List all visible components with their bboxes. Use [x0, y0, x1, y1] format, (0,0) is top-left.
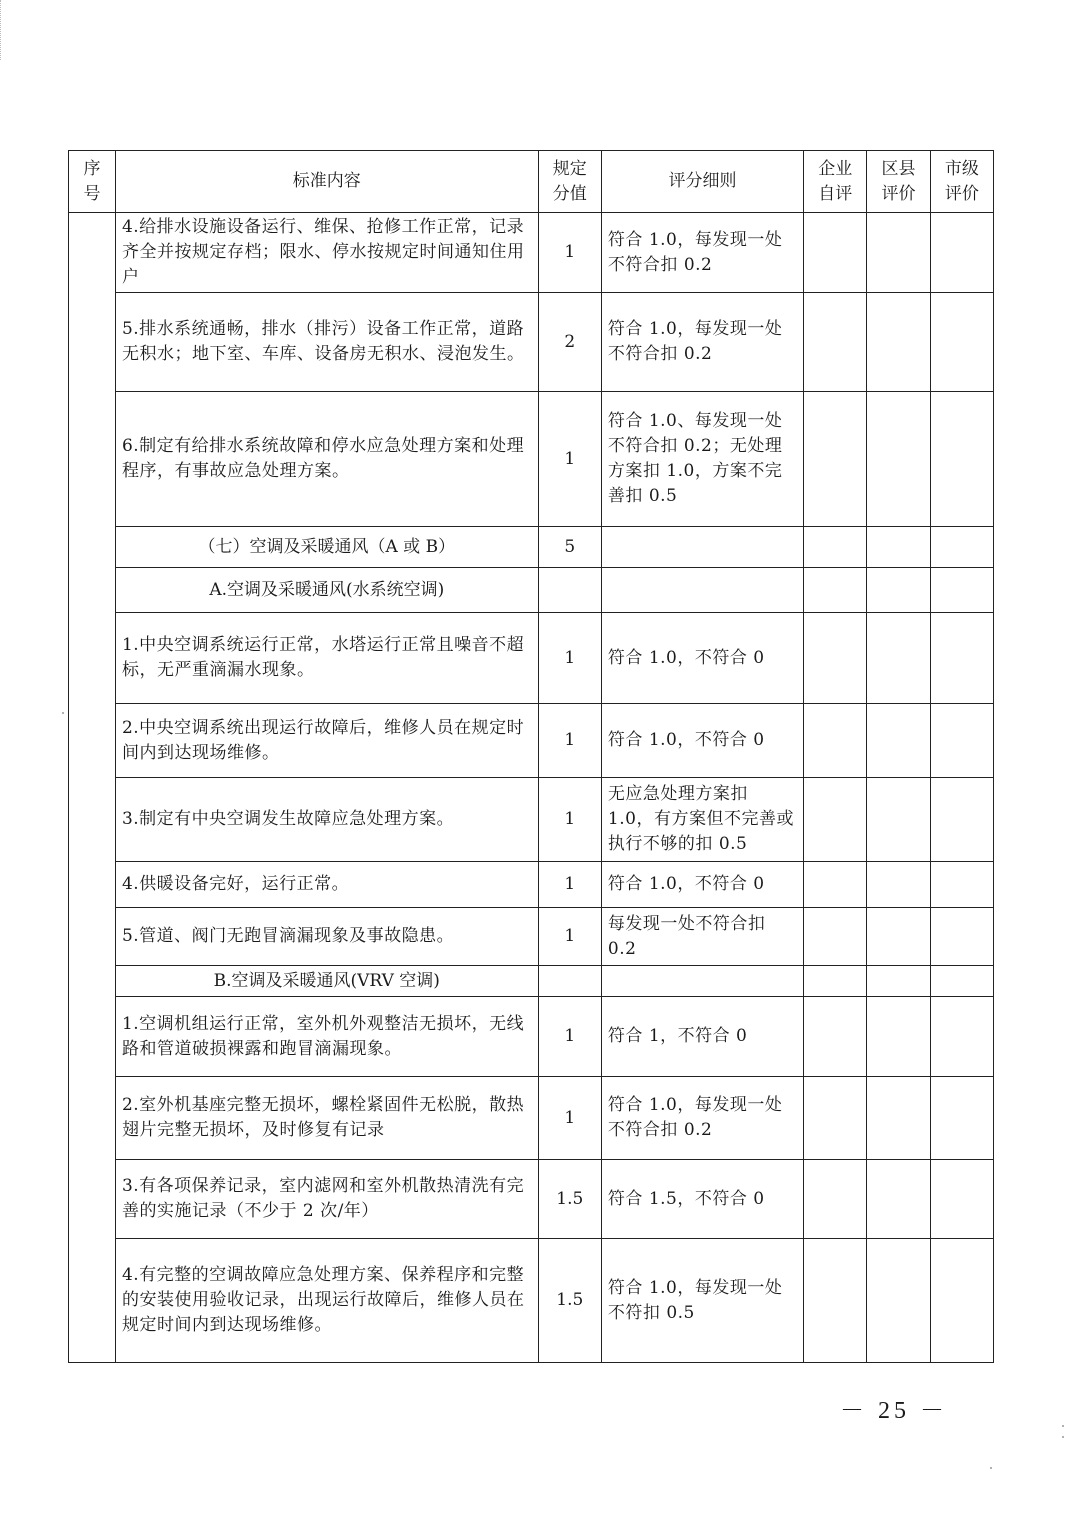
- self-eval-cell: [804, 704, 867, 778]
- subsection-heading: A.空调及采暖通风(水系统空调): [115, 568, 538, 613]
- row-rule: [601, 568, 803, 613]
- header-rule: 评分细则: [601, 151, 803, 213]
- table-row: [69, 613, 994, 704]
- table-row: [69, 213, 994, 293]
- self-eval-cell: [804, 997, 867, 1077]
- row-content: 6.制定有给排水系统故障和停水应急处理方案和处理程序，有事故应急处理方案。: [115, 392, 538, 527]
- self-eval-cell: [804, 1239, 867, 1363]
- county-eval-cell: [867, 966, 930, 997]
- county-eval-cell: [867, 908, 930, 966]
- city-eval-cell: [930, 392, 993, 527]
- table-row: [69, 862, 994, 908]
- self-eval-cell: [804, 293, 867, 392]
- city-eval-cell: [930, 568, 993, 613]
- self-eval-cell: [804, 392, 867, 527]
- row-score: 1: [538, 778, 601, 862]
- row-rule: 符合 1.0、每发现一处不符合扣 0.2；无处理方案扣 1.0，方案不完善扣 0.5: [601, 392, 803, 527]
- row-score: 1.5: [538, 1239, 601, 1363]
- city-eval-cell: [930, 1160, 993, 1239]
- city-eval-cell: [930, 704, 993, 778]
- self-eval-cell: [804, 1160, 867, 1239]
- table-row: [69, 997, 994, 1077]
- row-rule: 符合 1.0，每发现一处不符合扣 0.2: [601, 1077, 803, 1160]
- table-row: [69, 293, 994, 392]
- county-eval-cell: [867, 1160, 930, 1239]
- scan-speck: [1062, 1436, 1064, 1438]
- row-content: 5.排水系统通畅，排水（排污）设备工作正常，道路无积水；地下室、车库、设备房无积水、浸泡发生。: [115, 293, 538, 392]
- city-eval-cell: [930, 1077, 993, 1160]
- row-content: 2.室外机基座完整无损坏，螺栓紧固件无松脱，散热翅片完整无损坏，及时修复有记录: [115, 1077, 538, 1160]
- row-rule: [601, 966, 803, 997]
- row-score: 1: [538, 908, 601, 966]
- county-eval-cell: [867, 704, 930, 778]
- city-eval-cell: [930, 613, 993, 704]
- county-eval-cell: [867, 862, 930, 908]
- city-eval-cell: [930, 997, 993, 1077]
- header-county-eval: 区县评价: [867, 151, 930, 213]
- table-header-row: [69, 151, 994, 213]
- scan-speck: [1062, 1425, 1064, 1427]
- self-eval-cell: [804, 778, 867, 862]
- row-score: 1: [538, 392, 601, 527]
- row-content: 4.有完整的空调故障应急处理方案、保养程序和完整的安装使用验收记录，出现运行故障后，维修人员在规定时间内到达现场维修。: [115, 1239, 538, 1363]
- row-score: 2: [538, 293, 601, 392]
- county-eval-cell: [867, 527, 930, 568]
- county-eval-cell: [867, 1239, 930, 1363]
- city-eval-cell: [930, 908, 993, 966]
- table-row: [69, 778, 994, 862]
- seq-cell: [69, 213, 116, 1363]
- self-eval-cell: [804, 527, 867, 568]
- row-score: 1: [538, 613, 601, 704]
- row-content: 4.给排水设施设备运行、维保、抢修工作正常，记录齐全并按规定存档；限水、停水按规定时间通知住用户: [115, 213, 538, 293]
- table-row: [69, 1239, 994, 1363]
- row-score: 1: [538, 704, 601, 778]
- subsection-row: [69, 966, 994, 997]
- row-score: 1: [538, 213, 601, 293]
- city-eval-cell: [930, 213, 993, 293]
- header-content: 标准内容: [115, 151, 538, 213]
- scan-speck: [62, 712, 64, 714]
- self-eval-cell: [804, 613, 867, 704]
- row-rule: [601, 527, 803, 568]
- county-eval-cell: [867, 392, 930, 527]
- row-content: 1.空调机组运行正常，室外机外观整洁无损坏，无线路和管道破损裸露和跑冒滴漏现象。: [115, 997, 538, 1077]
- table-row: [69, 1077, 994, 1160]
- row-content: 1.中央空调系统运行正常，水塔运行正常且噪音不超标，无严重滴漏水现象。: [115, 613, 538, 704]
- row-rule: 符合 1.0，不符合 0: [601, 613, 803, 704]
- county-eval-cell: [867, 1077, 930, 1160]
- city-eval-cell: [930, 293, 993, 392]
- scan-edge-mark: [0, 0, 7, 60]
- page-number: － 25 －: [840, 1398, 948, 1424]
- row-content: 5.管道、阀门无跑冒滴漏现象及事故隐患。: [115, 908, 538, 966]
- row-rule: 无应急处理方案扣 1.0，有方案但不完善或执行不够的扣 0.5: [601, 778, 803, 862]
- county-eval-cell: [867, 997, 930, 1077]
- self-eval-cell: [804, 908, 867, 966]
- scan-speck: [990, 1467, 992, 1469]
- row-content: 2.中央空调系统出现运行故障后，维修人员在规定时间内到达现场维修。: [115, 704, 538, 778]
- self-eval-cell: [804, 966, 867, 997]
- row-score: [538, 568, 601, 613]
- county-eval-cell: [867, 568, 930, 613]
- self-eval-cell: [804, 213, 867, 293]
- standards-table: [68, 150, 994, 1363]
- row-score: 1: [538, 1077, 601, 1160]
- table-row: [69, 908, 994, 966]
- header-score: 规定分值: [538, 151, 601, 213]
- header-self-eval: 企业自评: [804, 151, 867, 213]
- table-row: [69, 392, 994, 527]
- self-eval-cell: [804, 862, 867, 908]
- table-row: [69, 704, 994, 778]
- self-eval-cell: [804, 1077, 867, 1160]
- city-eval-cell: [930, 862, 993, 908]
- row-score: 1: [538, 862, 601, 908]
- subsection-row: [69, 568, 994, 613]
- county-eval-cell: [867, 213, 930, 293]
- header-city-eval: 市级评价: [930, 151, 993, 213]
- subsection-heading: B.空调及采暖通风(VRV 空调): [115, 966, 538, 997]
- city-eval-cell: [930, 966, 993, 997]
- county-eval-cell: [867, 778, 930, 862]
- row-rule: 符合 1.0，不符合 0: [601, 704, 803, 778]
- row-content: 3.有各项保养记录，室内滤网和室外机散热清洗有完善的实施记录（不少于 2 次/年）: [115, 1160, 538, 1239]
- city-eval-cell: [930, 1239, 993, 1363]
- row-content: 4.供暖设备完好，运行正常。: [115, 862, 538, 908]
- county-eval-cell: [867, 613, 930, 704]
- row-content: 3.制定有中央空调发生故障应急处理方案。: [115, 778, 538, 862]
- row-rule: 每发现一处不符合扣 0.2: [601, 908, 803, 966]
- row-rule: 符合 1.0，不符合 0: [601, 862, 803, 908]
- city-eval-cell: [930, 527, 993, 568]
- city-eval-cell: [930, 778, 993, 862]
- section-heading: （七）空调及采暖通风（A 或 B）: [115, 527, 538, 568]
- row-rule: 符合 1，不符合 0: [601, 997, 803, 1077]
- section-row: [69, 527, 994, 568]
- row-rule: 符合 1.0，每发现一处不符合扣 0.2: [601, 293, 803, 392]
- row-rule: 符合 1.5，不符合 0: [601, 1160, 803, 1239]
- row-score: [538, 966, 601, 997]
- row-score: 1: [538, 997, 601, 1077]
- row-rule: 符合 1.0，每发现一处不符合扣 0.2: [601, 213, 803, 293]
- self-eval-cell: [804, 568, 867, 613]
- row-score: 5: [538, 527, 601, 568]
- table-row: [69, 1160, 994, 1239]
- header-seq: 序号: [69, 151, 116, 213]
- county-eval-cell: [867, 293, 930, 392]
- row-score: 1.5: [538, 1160, 601, 1239]
- row-rule: 符合 1.0，每发现一处不符扣 0.5: [601, 1239, 803, 1363]
